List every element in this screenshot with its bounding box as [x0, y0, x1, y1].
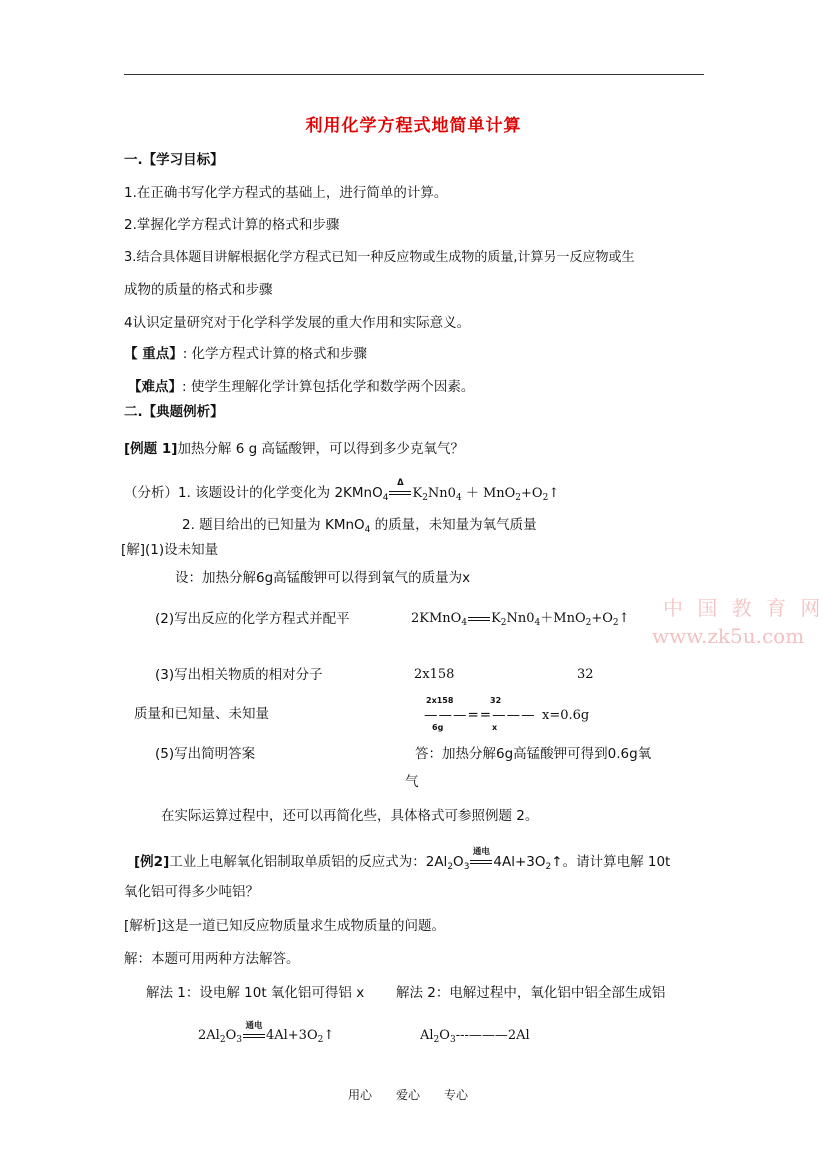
watermark-text: 中 国 教 育 网 [663, 596, 825, 620]
fraction-den-1: 6g [432, 723, 444, 732]
fraction-num-2: 32 [490, 696, 502, 705]
solve-step-3: (3)写出相关物质的相对分子 [155, 667, 323, 683]
solve-step-4: 质量和已知量、未知量 [134, 706, 269, 722]
page-title: 利用化学方程式地简单计算 [305, 116, 522, 136]
analysis-line-2: 2. 题目给出的已知量为 KMnO$_4$ 的质量，未知量为氧气质量 [182, 517, 537, 535]
key-point-text: : 化学方程式计算的格式和步骤 [182, 346, 368, 362]
goal-4: 4认识定量研究对于化学科学发展的重大作用和实际意义。 [124, 315, 471, 331]
solve-let: 设：加热分解6g高锰酸钾可以得到氧气的质量为x [175, 570, 471, 586]
goal-1: 1.在正确书写化学方程式的基础上，进行简单的计算。 [124, 185, 448, 201]
fraction-num-1: 2x158 [426, 696, 454, 705]
goal-2: 2.掌握化学方程式计算的格式和步骤 [124, 217, 340, 233]
electrolysis-condition-icon: 通电 [470, 855, 492, 869]
parse-line: [解析]这是一道已知反应物质量求生成物质量的问题。 [124, 918, 446, 934]
answer-line-2: 气 [405, 774, 419, 790]
difficulty-label: 【难点】 [128, 379, 182, 395]
fraction-result: x=0.6g [542, 708, 590, 723]
electrolysis-condition-icon-2: 通电 [243, 1029, 265, 1043]
balanced-equation: 2KMnO$_4$ $K_2Nn0_4+MnO_2+O_2↑$ [411, 611, 630, 628]
solve-step-5: (5)写出简明答案 [155, 746, 256, 762]
key-point [124, 345, 367, 363]
method-1: 解法 1：设电解 10t 氧化铝可得铝 x [146, 985, 365, 1001]
method1-equation: $2Al_2O_3$ 通电 $4Al+3O_2↑$ [198, 1020, 335, 1045]
heat-condition-icon: Δ [389, 486, 411, 500]
example1-text: 加热分解 6 g 高锰酸钾，可以得到多少克氧气？ [177, 441, 464, 457]
example1-question [124, 440, 464, 458]
analysis-text: （分析）1. 该题设计的化学变化为 2KMnO [124, 485, 383, 501]
example1-label: [例题 1] [124, 441, 178, 457]
simplify-note: 在实际运算过程中，还可以再简化些，具体格式可参照例题 2。 [161, 808, 539, 824]
answer-line-1: 答：加热分解6g高锰酸钾可得到0.6g氧 [415, 746, 652, 762]
method2-equation: $Al_2O_3---———2Al$ [420, 1028, 530, 1045]
footer: 用心 爱心 专心 [348, 1088, 469, 1102]
fraction-line: ———==——— [424, 707, 536, 723]
section1-heading: 一.【学习目标】 [124, 152, 224, 168]
header-rule [124, 74, 704, 75]
example2-line1: [例2]工业上电解氧化铝制取单质铝的反应式为：$2Al_2O_3$ 通电 $4Al+3O_2↑$。请计算电解 10t [134, 847, 671, 872]
section2-heading: 二.【典题例析】 [124, 404, 224, 420]
solve-step-1: [解](1)设未知量 [121, 542, 219, 558]
goal-3-line2: 成物的质量的格式和步骤 [124, 282, 273, 298]
molar-mass-kmno4: 2x158 [414, 667, 455, 682]
key-point-label: 【 重点】 [124, 346, 183, 362]
solve-step-2: (2)写出反应的化学方程式并配平 [155, 611, 350, 627]
analysis-line-1: （分析）1. 该题设计的化学变化为 2KMnO$_4$ Δ $K_2Nn0_4$ ＋ $MnO_2+O_2↑$ [124, 478, 560, 503]
molar-mass-o2: 32 [577, 667, 594, 682]
equals-icon [468, 612, 490, 626]
watermark-url: www.zk5u.com [652, 624, 805, 648]
method-2: 解法 2：电解过程中，氧化铝中铝全部生成铝 [396, 985, 666, 1001]
goal-3-line1: 3.结合具体题目讲解根据化学方程式已知一种反应物或生成物的质量,计算另一反应物或生 [124, 250, 635, 265]
example2-line2: 氧化铝可得多少吨铝？ [124, 884, 259, 900]
difficulty-text: : 使学生理解化学计算包括化学和数学两个因素。 [182, 379, 475, 395]
difficulty-point [128, 378, 474, 396]
solution-intro: 解：本题可用两种方法解答。 [124, 951, 300, 967]
fraction-den-2: x [492, 723, 498, 732]
